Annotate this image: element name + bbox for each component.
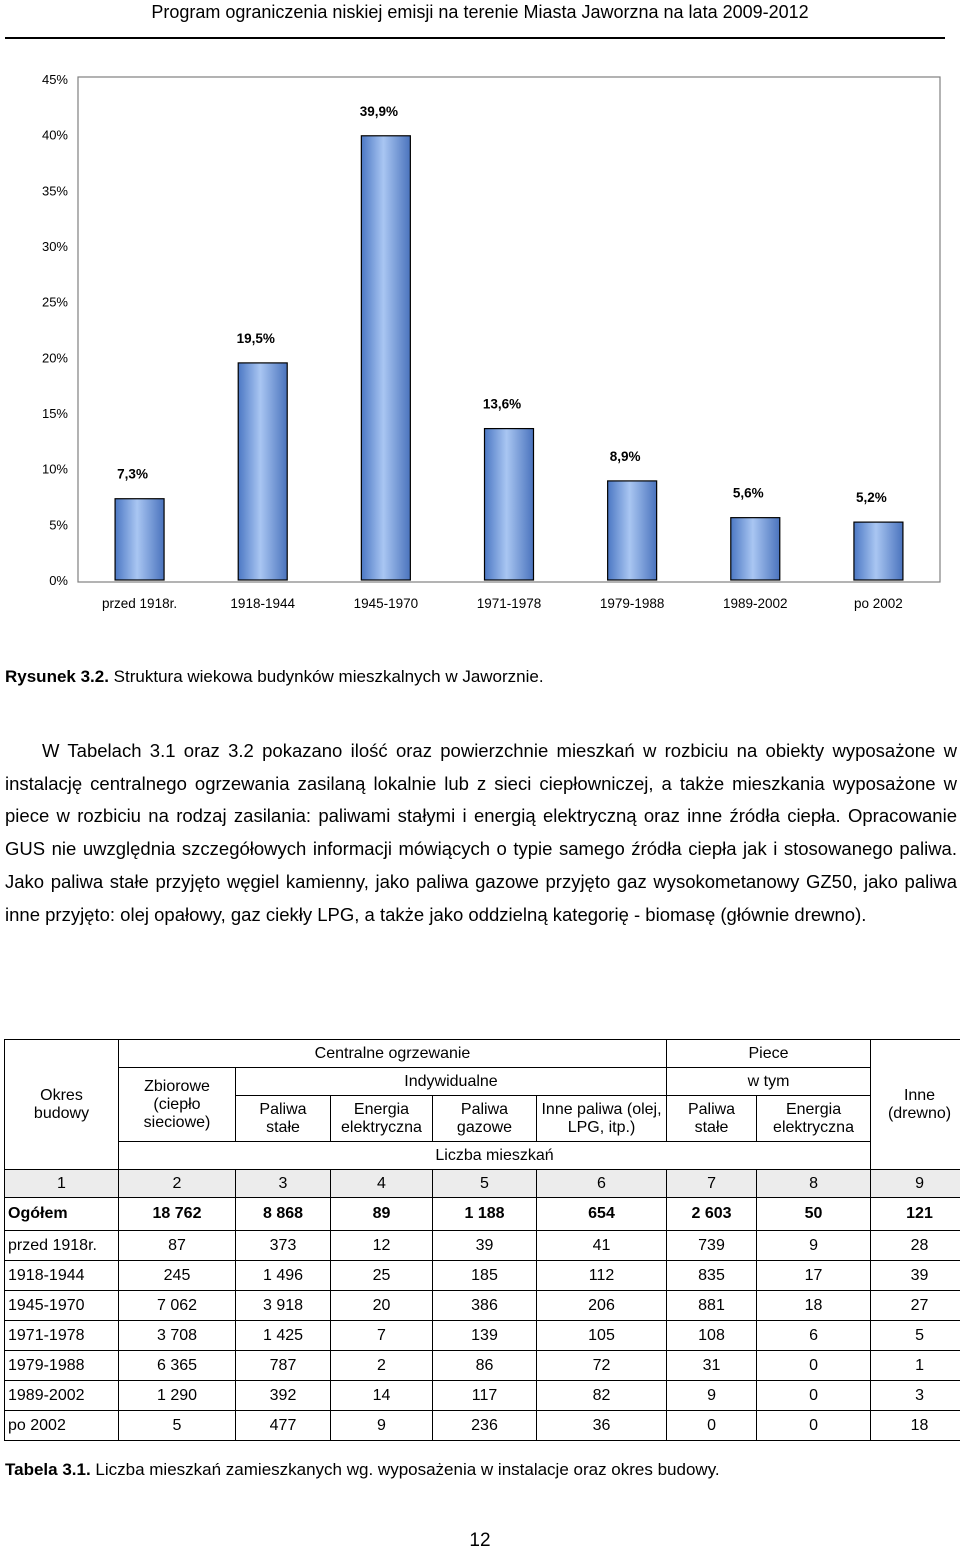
table-row [5,1231,960,1261]
table-cell: 787 [236,1351,331,1381]
table-cell: 36 [537,1411,667,1441]
table-cell: 2 [331,1351,433,1381]
table-cell: 12 [331,1231,433,1261]
table-cell: 739 [667,1231,757,1261]
table-cell: 392 [236,1381,331,1411]
column-number: 7 [667,1170,757,1198]
data-label: 7,3% [117,466,148,482]
table-cell: 18 [757,1291,871,1321]
table-cell: 27 [871,1291,960,1321]
bar [238,363,287,580]
y-tick-label: 40% [41,127,68,143]
header-w-tym: w tym [667,1068,871,1096]
table-cell: 17 [757,1261,871,1291]
header-title: Program ograniczenia niskiej emisji na terenie Miasta Jaworzna na lata 2009-2012 [151,2,809,22]
table-cell: 1 188 [433,1198,537,1231]
column-number: 2 [119,1170,236,1198]
table-cell: 25 [331,1261,433,1291]
table-cell: 185 [433,1261,537,1291]
table-cell: 86 [433,1351,537,1381]
data-label: 8,9% [609,448,641,464]
table-cell: 18 762 [119,1198,236,1231]
column-number: 3 [236,1170,331,1198]
table-cell: 112 [537,1261,667,1291]
table-cell: 87 [119,1231,236,1261]
table-cell: 0 [667,1411,757,1441]
header-inne-drewno: Inne (drewno) [871,1040,960,1170]
table-cell: 117 [433,1381,537,1411]
y-tick-label: 25% [41,294,68,310]
bar [115,499,164,580]
table-cell: 835 [667,1261,757,1291]
y-tick-label: 20% [41,350,68,366]
table-row [5,1321,960,1351]
table-cell: 139 [433,1321,537,1351]
table-cell: 477 [236,1411,331,1441]
table-cell: 7 [331,1321,433,1351]
table-cell: 1 496 [236,1261,331,1291]
column-number: 5 [433,1170,537,1198]
table-cell: 50 [757,1198,871,1231]
data-label: 5,6% [732,485,764,501]
table-cell: 41 [537,1231,667,1261]
table-cell: 881 [667,1291,757,1321]
y-tick-label: 35% [41,183,68,199]
table-cell: 3 [871,1381,960,1411]
table-cell: 9 [331,1411,433,1441]
column-number: 6 [537,1170,667,1198]
table-row [5,1351,960,1381]
y-tick-label: 45% [41,72,68,87]
x-tick-label: 1979-1988 [599,596,665,611]
table-cell: 373 [236,1231,331,1261]
table-cell: 0 [757,1351,871,1381]
table-cell: 20 [331,1291,433,1321]
column-number: 1 [5,1170,119,1198]
table-row [5,1291,960,1321]
data-label: 19,5% [236,330,275,346]
header-piece: Piece [667,1040,871,1068]
row-label: Ogółem [5,1198,119,1231]
table-row [5,1381,960,1411]
table-cell: 3 708 [119,1321,236,1351]
bar [854,522,903,580]
x-tick-label: 1989-2002 [723,596,788,611]
header-inne-paliwa: Inne paliwa (olej, LPG, itp.) [537,1096,667,1142]
data-label: 5,2% [856,490,887,506]
total-row [5,1198,960,1231]
table-row [5,1411,960,1441]
column-number-row [5,1170,960,1198]
row-label: 1971-1978 [5,1321,119,1351]
header-piece-paliwa-stale: Paliwa stałe [667,1096,757,1142]
table-cell: 108 [667,1321,757,1351]
column-number: 9 [871,1170,960,1198]
table-cell: 206 [537,1291,667,1321]
row-label: przed 1918r. [5,1231,119,1261]
table-cell: 0 [757,1381,871,1411]
y-tick-label: 0% [49,573,68,588]
bar [361,136,410,580]
y-tick-label: 15% [41,406,68,421]
table-cell: 14 [331,1381,433,1411]
figure-caption-label: Rysunek 3.2. [5,667,109,686]
table-cell: 654 [537,1198,667,1231]
y-tick-label: 5% [49,517,68,533]
table-cell: 39 [433,1231,537,1261]
header-liczba-mieszkan: Liczba mieszkań [119,1142,871,1170]
row-label: 1989-2002 [5,1381,119,1411]
table-cell: 82 [537,1381,667,1411]
data-label: 39,9% [359,103,398,119]
header-paliwa-gazowe: Paliwa gazowe [433,1096,537,1142]
table-cell: 8 868 [236,1198,331,1231]
x-tick-label: po 2002 [854,596,903,611]
table-cell: 236 [433,1411,537,1441]
table-cell: 7 062 [119,1291,236,1321]
row-label: po 2002 [5,1411,119,1441]
column-number: 4 [331,1170,433,1198]
age-structure-chart [0,50,960,620]
table-cell: 1 425 [236,1321,331,1351]
table-row [5,1261,960,1291]
y-tick-label: 10% [41,461,68,477]
dwellings-table [4,1039,960,1441]
column-number: 8 [757,1170,871,1198]
header-centralne-ogrzewanie: Centralne ogrzewanie [119,1040,667,1068]
table-cell: 3 918 [236,1291,331,1321]
table-cell: 245 [119,1261,236,1291]
page-number: 12 [469,1530,491,1551]
table-cell: 0 [757,1411,871,1441]
body-paragraph-text: W Tabelach 3.1 oraz 3.2 pokazano ilość oraz powierzchnie mieszkań w rozbiciu na obiekty wyposażone w instalację centralnego ogrzewania zasilaną lokalnie lub z sieci ciepłowniczej, a także mieszkania wyposażone w piece w rozbiciu na rodzaj zasilania: paliwami stałymi i energią elektryczną oraz inne źródła ciepła. Opracowanie GUS nie uwzględnia szczegółowych informacji mówiących o typie samego źródła ciepła jak i stosowanego paliwa. Jako paliwa stałe przyjęto węgiel kamienny, jako paliwa gazowe przyjęto gaz wysokometanowy GZ50, jako paliwa inne przyjęto: olej opałowy, gaz ciekły LPG, a także jako oddzielną kategorię - biomasę (głównie drewno). [5,740,957,925]
table-cell: 39 [871,1261,960,1291]
table-caption [5,1460,720,1480]
table-cell: 31 [667,1351,757,1381]
table-cell: 386 [433,1291,537,1321]
table-cell: 9 [667,1381,757,1411]
header-paliwa-stale: Paliwa stałe [236,1096,331,1142]
table-cell: 6 365 [119,1351,236,1381]
table-cell: 121 [871,1198,960,1231]
row-label: 1918-1944 [5,1261,119,1291]
x-tick-label: 1945-1970 [353,596,419,611]
header-piece-energia: Energia elektryczna [757,1096,871,1142]
bar [485,429,534,580]
table-cell: 72 [537,1351,667,1381]
bar [731,518,780,580]
page-header [0,0,960,40]
x-tick-label: 1971-1978 [476,596,542,611]
header-rule [5,37,945,39]
table-cell: 28 [871,1231,960,1261]
header-okres-budowy: Okres budowy [5,1040,119,1170]
body-paragraph [5,735,957,931]
x-tick-label: 1918-1944 [230,596,295,611]
table-cell: 2 603 [667,1198,757,1231]
data-label: 13,6% [482,396,522,412]
table-cell: 9 [757,1231,871,1261]
table-cell: 105 [537,1321,667,1351]
figure-caption-text: Struktura wiekowa budynków mieszkalnych w Jaworznie. [108,667,544,686]
y-tick-label: 30% [41,239,68,254]
header-zbiorowe: Zbiorowe (ciepło sieciowe) [119,1068,236,1142]
table-caption-label: Tabela 3.1. [5,1460,91,1479]
row-label: 1979-1988 [5,1351,119,1381]
bar [608,481,657,580]
table-caption-text: Liczba mieszkań zamieszkanych wg. wyposażenia w instalacje oraz okres budowy. [90,1460,720,1479]
figure-caption [5,667,544,687]
table-cell: 5 [871,1321,960,1351]
table-cell: 1 290 [119,1381,236,1411]
x-tick-label: przed 1918r. [102,596,178,611]
header-energia-elektryczna: Energia elektryczna [331,1096,433,1142]
table-cell: 6 [757,1321,871,1351]
table-cell: 5 [119,1411,236,1441]
row-label: 1945-1970 [5,1291,119,1321]
table-cell: 18 [871,1411,960,1441]
table-cell: 89 [331,1198,433,1231]
table-cell: 1 [871,1351,960,1381]
header-indywidualne: Indywidualne [236,1068,667,1096]
